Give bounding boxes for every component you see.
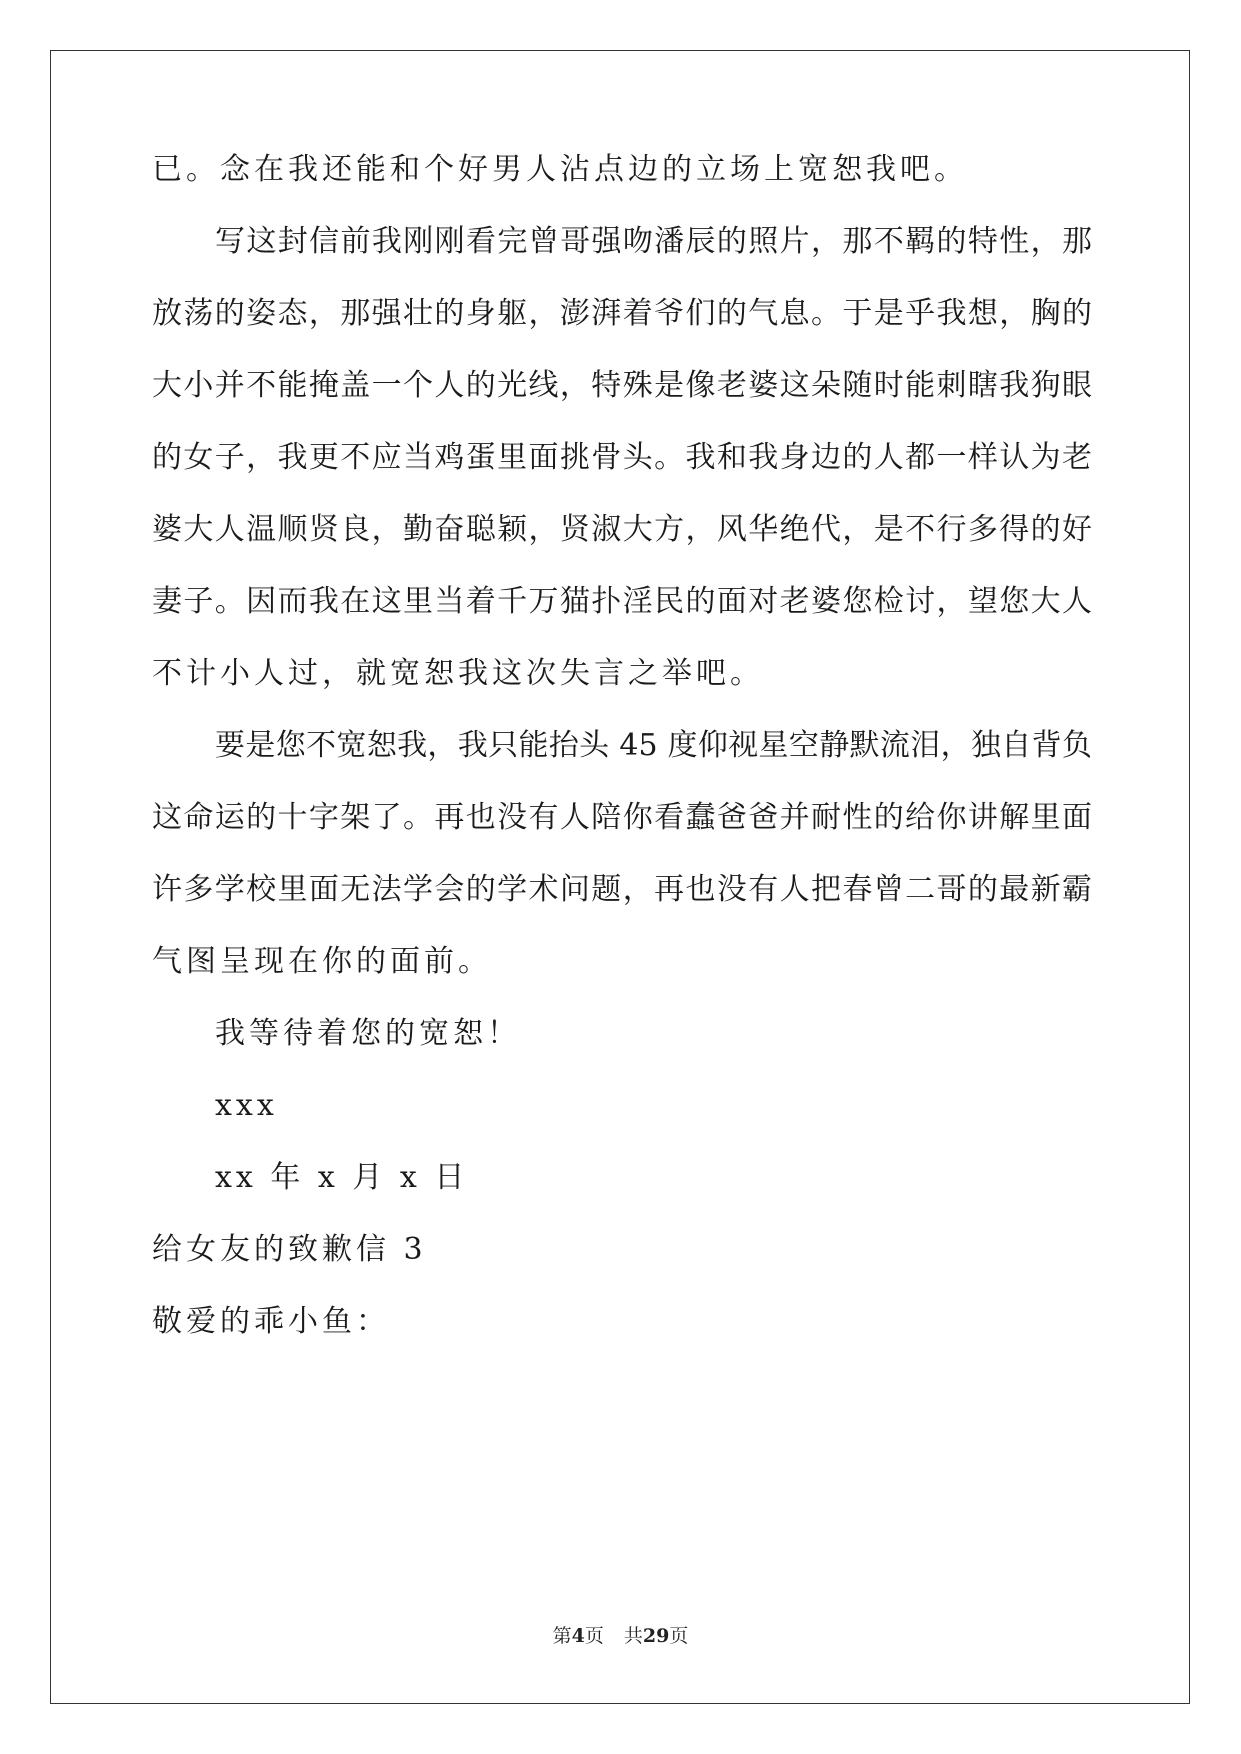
footer-page-number: 4	[571, 1625, 585, 1647]
page-footer	[0, 1624, 1241, 1648]
text-line-10: 这命运的十字架了。再也没有人陪你看蠢爸爸并耐性的给你讲解里面	[152, 800, 1092, 835]
text-line-8: 不计小人过，就宽恕我这次失言之举吧。	[152, 656, 764, 691]
footer-total-pages: 29	[642, 1625, 670, 1647]
salutation: 敬爱的乖小鱼：	[152, 1304, 390, 1339]
text-line-3: 放荡的姿态，那强壮的身躯，澎湃着爷们的气息。于是乎我想，胸的	[152, 296, 1092, 331]
text-line-12: 气图呈现在你的面前。	[152, 944, 492, 979]
text-line-11: 许多学校里面无法学会的学术问题，再也没有人把春曾二哥的最新霸	[152, 872, 1092, 907]
footer-total-prefix: 共	[623, 1625, 643, 1647]
text-line-5: 的女子，我更不应当鸡蛋里面挑骨头。我和我身边的人都一样认为老	[152, 440, 1092, 475]
text-line-2: 写这封信前我刚刚看完曾哥强吻潘辰的照片，那不羁的特性，那	[215, 224, 1092, 259]
text-line-7: 妻子。因而我在这里当着千万猫扑淫民的面对老婆您检讨，望您大人	[152, 584, 1092, 619]
text-line-9: 要是您不宽恕我，我只能抬头 45 度仰视星空静默流泪，独自背负	[215, 728, 1092, 763]
date-line: xx 年 x 月 x 日	[215, 1160, 469, 1195]
footer-total-suffix: 页	[669, 1625, 689, 1647]
section-title: 给女友的致歉信 3	[152, 1232, 427, 1267]
footer-page-suffix: 页	[584, 1625, 604, 1647]
text-line-1: 已。念在我还能和个好男人沾点边的立场上宽恕我吧。	[152, 152, 968, 187]
text-line-4: 大小并不能掩盖一个人的光线，特殊是像老婆这朵随时能刺瞎我狗眼	[152, 368, 1092, 403]
text-line-6: 婆大人温顺贤良，勤奋聪颖，贤淑大方，风华绝代，是不行多得的好	[152, 512, 1092, 547]
closing-line: 我等待着您的宽恕！	[215, 1016, 521, 1051]
signature: xxx	[215, 1088, 278, 1123]
footer-prefix: 第	[552, 1625, 572, 1647]
